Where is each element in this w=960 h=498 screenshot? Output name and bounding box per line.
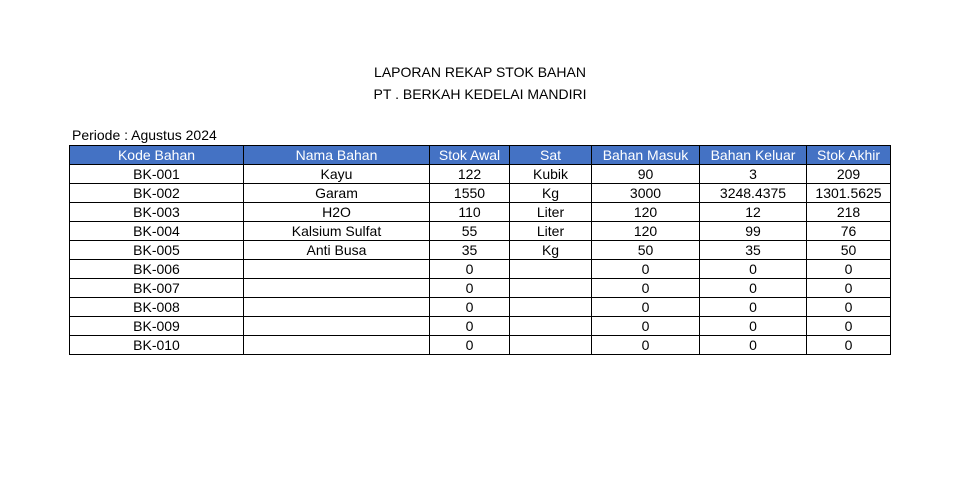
cell-stok-awal: 110	[430, 203, 510, 222]
cell-nama-bahan: H2O	[244, 203, 430, 222]
cell-bahan-masuk: 0	[592, 279, 700, 298]
cell-kode-bahan: BK-008	[70, 298, 244, 317]
cell-nama-bahan	[244, 317, 430, 336]
cell-stok-akhir: 218	[807, 203, 891, 222]
cell-nama-bahan: Garam	[244, 184, 430, 203]
cell-kode-bahan: BK-001	[70, 165, 244, 184]
table-row	[70, 165, 891, 184]
cell-bahan-keluar: 0	[700, 317, 807, 336]
cell-stok-akhir: 0	[807, 260, 891, 279]
cell-bahan-keluar: 12	[700, 203, 807, 222]
cell-kode-bahan: BK-004	[70, 222, 244, 241]
cell-sat: Kg	[510, 241, 592, 260]
header-row	[70, 146, 891, 165]
table-row	[70, 279, 891, 298]
cell-sat	[510, 317, 592, 336]
cell-nama-bahan	[244, 279, 430, 298]
cell-stok-akhir: 0	[807, 279, 891, 298]
cell-stok-akhir: 76	[807, 222, 891, 241]
cell-stok-akhir: 0	[807, 298, 891, 317]
cell-stok-akhir: 50	[807, 241, 891, 260]
cell-bahan-masuk: 90	[592, 165, 700, 184]
cell-nama-bahan	[244, 260, 430, 279]
cell-sat	[510, 298, 592, 317]
cell-sat	[510, 260, 592, 279]
stock-recap-table	[69, 145, 891, 355]
cell-kode-bahan: BK-005	[70, 241, 244, 260]
table-row	[70, 222, 891, 241]
report-period: Periode : Agustus 2024	[72, 127, 217, 143]
cell-kode-bahan: BK-010	[70, 336, 244, 355]
table-body	[70, 165, 891, 355]
cell-nama-bahan: Kayu	[244, 165, 430, 184]
cell-sat: Liter	[510, 203, 592, 222]
cell-stok-awal: 0	[430, 260, 510, 279]
cell-kode-bahan: BK-007	[70, 279, 244, 298]
cell-stok-awal: 55	[430, 222, 510, 241]
table-row	[70, 241, 891, 260]
cell-bahan-masuk: 50	[592, 241, 700, 260]
cell-bahan-masuk: 0	[592, 336, 700, 355]
cell-nama-bahan: Kalsium Sulfat	[244, 222, 430, 241]
cell-bahan-keluar: 0	[700, 260, 807, 279]
cell-bahan-masuk: 0	[592, 298, 700, 317]
table-row	[70, 336, 891, 355]
cell-stok-akhir: 1301.5625	[807, 184, 891, 203]
cell-bahan-keluar: 3248.4375	[700, 184, 807, 203]
cell-stok-awal: 1550	[430, 184, 510, 203]
cell-stok-awal: 0	[430, 298, 510, 317]
cell-stok-awal: 35	[430, 241, 510, 260]
cell-sat	[510, 279, 592, 298]
cell-bahan-keluar: 99	[700, 222, 807, 241]
cell-kode-bahan: BK-009	[70, 317, 244, 336]
cell-kode-bahan: BK-006	[70, 260, 244, 279]
cell-bahan-keluar: 0	[700, 279, 807, 298]
cell-bahan-masuk: 120	[592, 203, 700, 222]
header-stok-akhir: Stok Akhir	[807, 146, 891, 165]
cell-sat	[510, 336, 592, 355]
table-row	[70, 298, 891, 317]
cell-bahan-keluar: 3	[700, 165, 807, 184]
cell-bahan-masuk: 0	[592, 260, 700, 279]
header-nama-bahan: Nama Bahan	[244, 146, 430, 165]
cell-nama-bahan: Anti Busa	[244, 241, 430, 260]
cell-stok-akhir: 209	[807, 165, 891, 184]
cell-bahan-keluar: 0	[700, 336, 807, 355]
cell-sat: Kubik	[510, 165, 592, 184]
header-sat: Sat	[510, 146, 592, 165]
cell-nama-bahan	[244, 336, 430, 355]
table-row	[70, 184, 891, 203]
cell-stok-awal: 122	[430, 165, 510, 184]
header-bahan-masuk: Bahan Masuk	[592, 146, 700, 165]
report-title: LAPORAN REKAP STOK BAHAN	[374, 64, 586, 80]
cell-stok-awal: 0	[430, 279, 510, 298]
table-row	[70, 203, 891, 222]
cell-stok-akhir: 0	[807, 317, 891, 336]
cell-kode-bahan: BK-002	[70, 184, 244, 203]
header-bahan-keluar: Bahan Keluar	[700, 146, 807, 165]
cell-stok-awal: 0	[430, 317, 510, 336]
header-stok-awal: Stok Awal	[430, 146, 510, 165]
cell-bahan-masuk: 0	[592, 317, 700, 336]
cell-sat: Kg	[510, 184, 592, 203]
cell-kode-bahan: BK-003	[70, 203, 244, 222]
company-name: PT . BERKAH KEDELAI MANDIRI	[373, 86, 587, 102]
header-kode-bahan: Kode Bahan	[70, 146, 244, 165]
table-row	[70, 317, 891, 336]
cell-bahan-keluar: 35	[700, 241, 807, 260]
cell-sat: Liter	[510, 222, 592, 241]
table-header	[70, 146, 891, 165]
cell-bahan-masuk: 120	[592, 222, 700, 241]
cell-stok-awal: 0	[430, 336, 510, 355]
cell-bahan-keluar: 0	[700, 298, 807, 317]
table-row	[70, 260, 891, 279]
cell-nama-bahan	[244, 298, 430, 317]
cell-bahan-masuk: 3000	[592, 184, 700, 203]
cell-stok-akhir: 0	[807, 336, 891, 355]
